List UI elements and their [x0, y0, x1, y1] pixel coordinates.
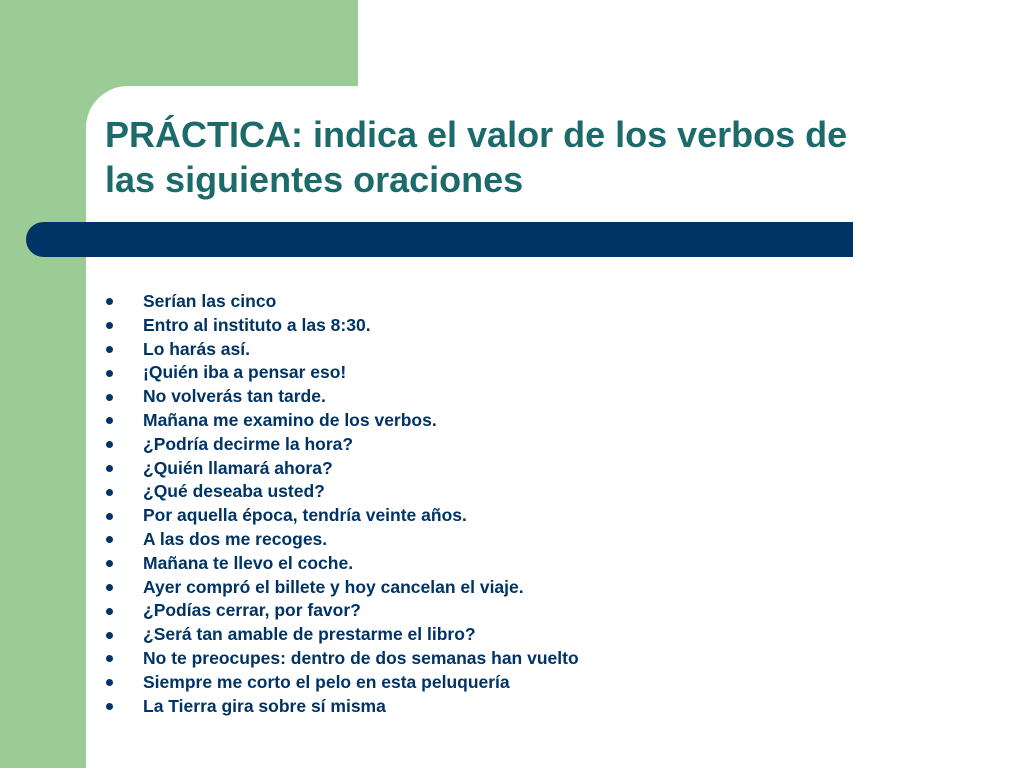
- bullet-icon: [106, 560, 113, 567]
- list-item: [102, 528, 802, 552]
- bullet-icon: [106, 346, 113, 353]
- bullet-icon: [106, 441, 113, 448]
- list-item-text: No volverás tan tarde.: [143, 386, 326, 407]
- bullet-icon: [106, 513, 113, 520]
- bullet-icon: [106, 465, 113, 472]
- list-item: [102, 433, 802, 457]
- list-item: [102, 695, 802, 719]
- list-item: [102, 552, 802, 576]
- list-item-text: Lo harás así.: [143, 338, 250, 359]
- bullet-icon: [106, 536, 113, 543]
- sentence-list: [102, 290, 802, 718]
- list-item-text: ¡Quién iba a pensar eso!: [143, 362, 347, 383]
- bullet-icon: [106, 417, 113, 424]
- list-item-text: ¿Podías cerrar, por favor?: [143, 600, 361, 621]
- list-item: [102, 671, 802, 695]
- list-item-text: Entro al instituto a las 8:30.: [143, 314, 371, 335]
- list-item-text: Serían las cinco: [143, 291, 277, 311]
- slide-title-line-2: las siguientes oraciones: [105, 159, 524, 200]
- list-item: [102, 290, 802, 314]
- slide-title: [105, 112, 985, 202]
- list-item-text: ¿Quién llamará ahora?: [143, 457, 333, 478]
- bullet-icon: [106, 298, 113, 305]
- bullet-icon: [106, 703, 113, 710]
- list-item: [102, 338, 802, 362]
- list-item-text: Por aquella época, tendría veinte años.: [143, 505, 467, 526]
- title-accent-bar: [26, 222, 853, 257]
- bullet-icon: [106, 632, 113, 639]
- list-item-text: ¿Será tan amable de prestarme el libro?: [143, 624, 476, 645]
- list-item: [102, 576, 802, 600]
- bullet-icon: [106, 322, 113, 329]
- bullet-icon: [106, 489, 113, 496]
- list-item-text: A las dos me recoges.: [143, 528, 328, 549]
- list-item-text: ¿Qué deseaba usted?: [143, 481, 325, 502]
- list-item-text: Mañana me examino de los verbos.: [143, 409, 437, 430]
- bullet-icon: [106, 679, 113, 686]
- list-item: [102, 314, 802, 338]
- list-item-text: Mañana te llevo el coche.: [143, 552, 354, 573]
- bullet-icon: [106, 608, 113, 615]
- bullet-icon: [106, 584, 113, 591]
- slide-title-line-1: PRÁCTICA: indica el valor de los verbos de: [105, 114, 848, 155]
- list-item: [102, 647, 802, 671]
- list-item: [102, 409, 802, 433]
- bullet-icon: [106, 370, 113, 377]
- list-item-text: Ayer compró el billete y hoy cancelan el viaje.: [143, 576, 524, 597]
- list-item-text: Siempre me corto el pelo en esta peluquería: [143, 671, 510, 692]
- list-item-text: ¿Podría decirme la hora?: [143, 433, 354, 454]
- bullet-icon: [106, 394, 113, 401]
- list-item: [102, 599, 802, 623]
- list-item-text: La Tierra gira sobre sí misma: [143, 695, 386, 716]
- list-item: [102, 480, 802, 504]
- list-item: [102, 504, 802, 528]
- list-item: [102, 623, 802, 647]
- list-item-text: No te preocupes: dentro de dos semanas han vuelto: [143, 647, 579, 668]
- bullet-icon: [106, 655, 113, 662]
- list-item: [102, 361, 802, 385]
- list-item: [102, 385, 802, 409]
- list-item: [102, 457, 802, 481]
